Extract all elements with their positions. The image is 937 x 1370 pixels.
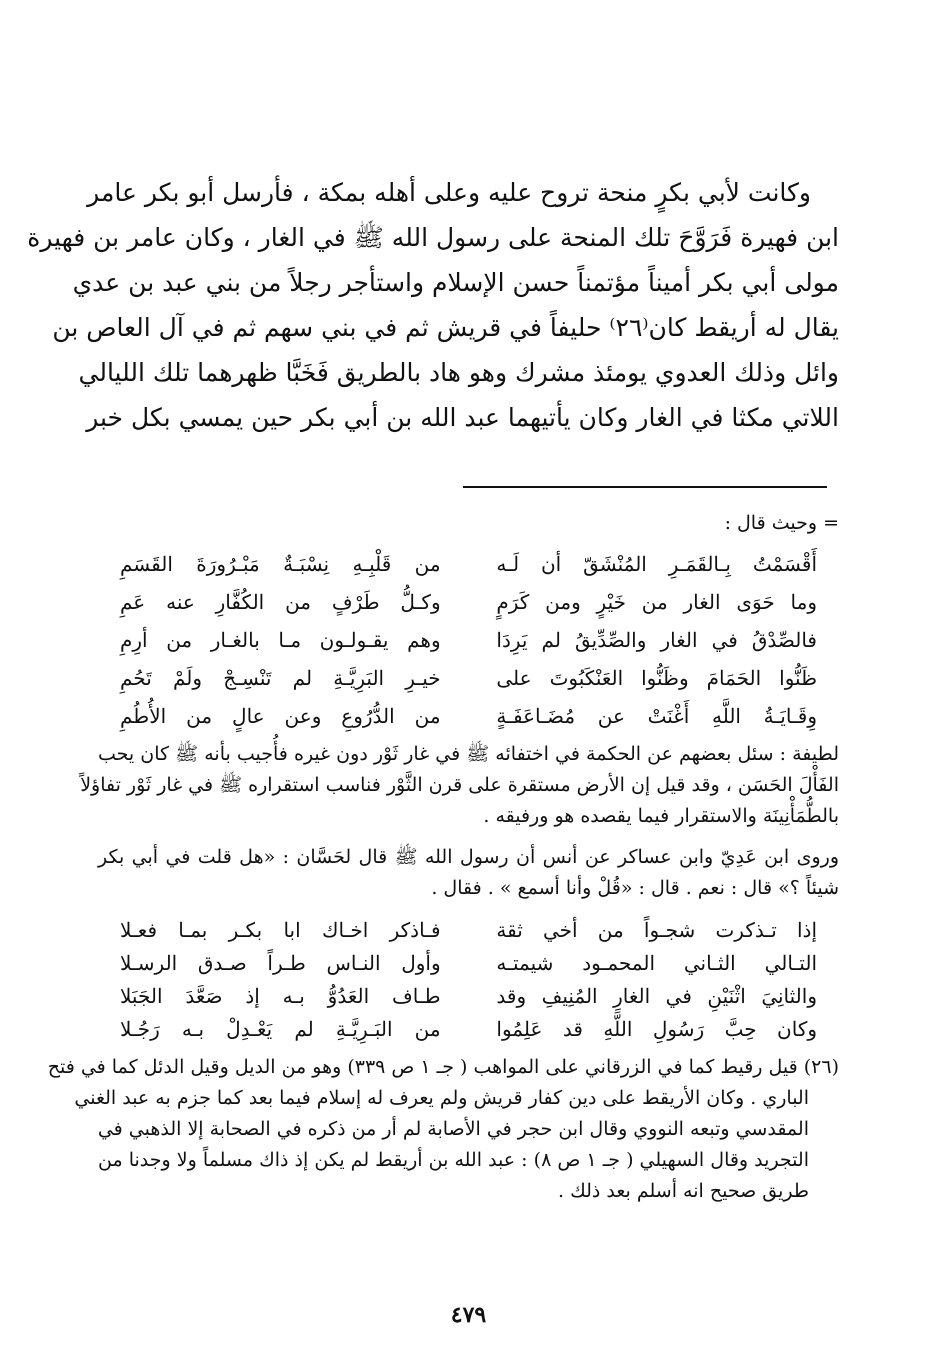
- verse-left-hemistich: طـاف العَدُوُّ بـه إذ صَعَّدَ الجَبَلا: [120, 984, 441, 1008]
- footnote-26: [47, 1052, 839, 1207]
- verse-right-hemistich: ظَنُّوا الحَمَامَ وظَنُّوا العَنْكَبُوتَ على: [496, 666, 817, 690]
- poem-verse: [98, 621, 839, 659]
- poem-verses-1: [98, 545, 839, 735]
- verse-right-hemistich: التـالي الثـاني المحمـود شيمتـه: [496, 951, 817, 975]
- poem-verse: [98, 545, 839, 583]
- verse-right-hemistich: والثانِيَ اثْنَيْنِ في الغارِ المُنِيفِ وقد: [496, 984, 817, 1008]
- verse-right-hemistich: إذا تـذكرت شجـواً من أخي ثقة: [496, 918, 817, 942]
- poem-verse: [98, 697, 839, 735]
- verse-left-hemistich: فـاذكر اخـاك ابا بكـر بمـا فعـلا: [120, 918, 441, 942]
- footnote-separator: [463, 486, 827, 488]
- footnote-area: [47, 508, 839, 1207]
- narration-line: وروى ابن عَدِيّ وابن عساكر عن أنس أن رسول الله ﷺ قال لحَسَّان : «هل قلت في أبي بكر: [98, 846, 839, 868]
- latifa-line: لطيفة : سئل بعضهم عن الحكمة في اختفائه ﷺ في غار ثَوْر دون غيره فأُجيب بأنه ﷺ كان يحب: [98, 743, 839, 765]
- poem-verse: [98, 659, 839, 697]
- verse-left-hemistich: من البَـرِيَّـةِ لم يَعْـدِلْ بـه رَجُـلا: [120, 1017, 441, 1041]
- poem-verse: [98, 980, 839, 1013]
- main-line: ابن فهيرة فَرَوَّحَ تلك المنحة على رسول الله ﷺ في الغار ، وكان عامر بن فهيرة: [27, 223, 839, 252]
- verse-left-hemistich: من قَلْبِـهِ نِسْبَـةٌ مَبْـرُورَةَ القَسَمِ: [120, 552, 441, 576]
- footnote-26-line: (٢٦) قيل رقيط كما في الزرقاني على المواهب ( جـ ١ ص ٣٣٩) وهو من الديل وقيل الدئل كما في فتح: [47, 1056, 839, 1078]
- verse-left-hemistich: وهم يقـولـون مـا بالغـار من أرِمِ: [120, 628, 441, 652]
- verse-right-hemistich: وكان حِبَّ رَسُولِ اللَّهِ قد عَلِمُوا: [496, 1017, 817, 1041]
- poem-verse: [98, 1013, 839, 1046]
- verse-left-hemistich: وكـلُّ طَرْفٍ من الكُفَّارِ عنه عَمِ: [120, 590, 441, 614]
- poem-verse: [98, 947, 839, 980]
- verse-right-hemistich: وِقَـايَـةُ اللَّهِ أَغْنَتْ عن مُضَـاعَفَـةٍ: [496, 704, 817, 728]
- footnote-26-line: التجريد وقال السهيلي ( جـ ١ ص ٨) : عبد الله بن أريقط لم يكن إذ ذاك مسلماً ولا وجدنا من: [98, 1149, 809, 1171]
- main-paragraph: [27, 170, 839, 440]
- latifa-line: بالطُّمَأْنِينَة والاستقرار فيما يقصده هو ورفيقه .: [483, 805, 839, 827]
- verse-left-hemistich: وأول النـاس طـراً صـدق الرسـلا: [120, 951, 441, 975]
- poem-verse: [98, 914, 839, 947]
- narration-paragraph: [98, 842, 839, 904]
- footnote-lead: = وحيث قال :: [724, 512, 839, 534]
- footnote-26-line: طريق صحيح انه أسلم بعد ذلك .: [558, 1180, 809, 1202]
- main-line: مولى أبي بكر أميناً مؤتمناً حسن الإسلام واستأجر رجلاً من بني عبد بن عدي: [72, 268, 839, 297]
- main-line: يقال له أريقط كان⁽٢٦⁾ حليفاً في قريش ثم في بني سهم ثم في آل العاص بن: [52, 313, 839, 342]
- poem-verse: [98, 583, 839, 621]
- main-line: اللاتي مكثا في الغار وكان يأتيهما عبد الله بن أبي بكر حين يمسي بكل خبر: [86, 403, 839, 432]
- main-line: وائل وذلك العدوي يومئذ مشرك وهو هاد بالطريق فَخَبَّا ظهرهما تلك الليالي: [78, 358, 839, 387]
- verse-left-hemistich: خيـرِ البَرِيَّـةِ لم تَنْسِـجْ ولَمْ تَحُمِ: [120, 666, 441, 690]
- footnote-26-line: الباري . وكان الأريقط على دين كفار قريش ولم يعرف له إسلام فيما بعد كما جزم به عبد الغني: [74, 1087, 809, 1109]
- verse-right-hemistich: وما حَوَى الغار من خَيْرٍ ومن كَرَمٍ: [496, 590, 817, 614]
- page-number: ٤٧٩: [450, 1302, 487, 1328]
- footnote-26-line: المقدسي وتبعه النووي وقال ابن حجر في الأصابة لم أر من ذكره في الصحابة إلا الذهبي في: [97, 1118, 809, 1140]
- latifa-paragraph: [80, 739, 839, 832]
- verse-right-hemistich: فالصِّدْقُ في الغار والصِّدِّيقُ لم يَرِدَا: [496, 628, 817, 652]
- narration-line: شيئاً ؟» قال : نعم . قال : «قُلْ وأنا أسمع » . فقال .: [431, 877, 839, 899]
- verse-left-hemistich: من الدُّرُوعِ وعن عالٍ من الأُطُمِ: [120, 704, 441, 728]
- verse-right-hemistich: أَقْسَمْتُ بِـالقَمَـرِ المُنْشَقّ أن لَـه: [496, 552, 817, 576]
- latifa-line: الفَأْلَ الحَسَن ، وقد قيل إن الأرض مستقرة على قرن الثَّوْر فناسب استقراره ﷺ في غار ثَوْر تفاؤلاً: [80, 774, 839, 796]
- main-line: وكانت لأبي بكرٍ منحة تروح عليه وعلى أهله بمكة ، فأرسل أبو بكر عامر: [87, 178, 811, 207]
- poem-verses-2: [98, 914, 839, 1046]
